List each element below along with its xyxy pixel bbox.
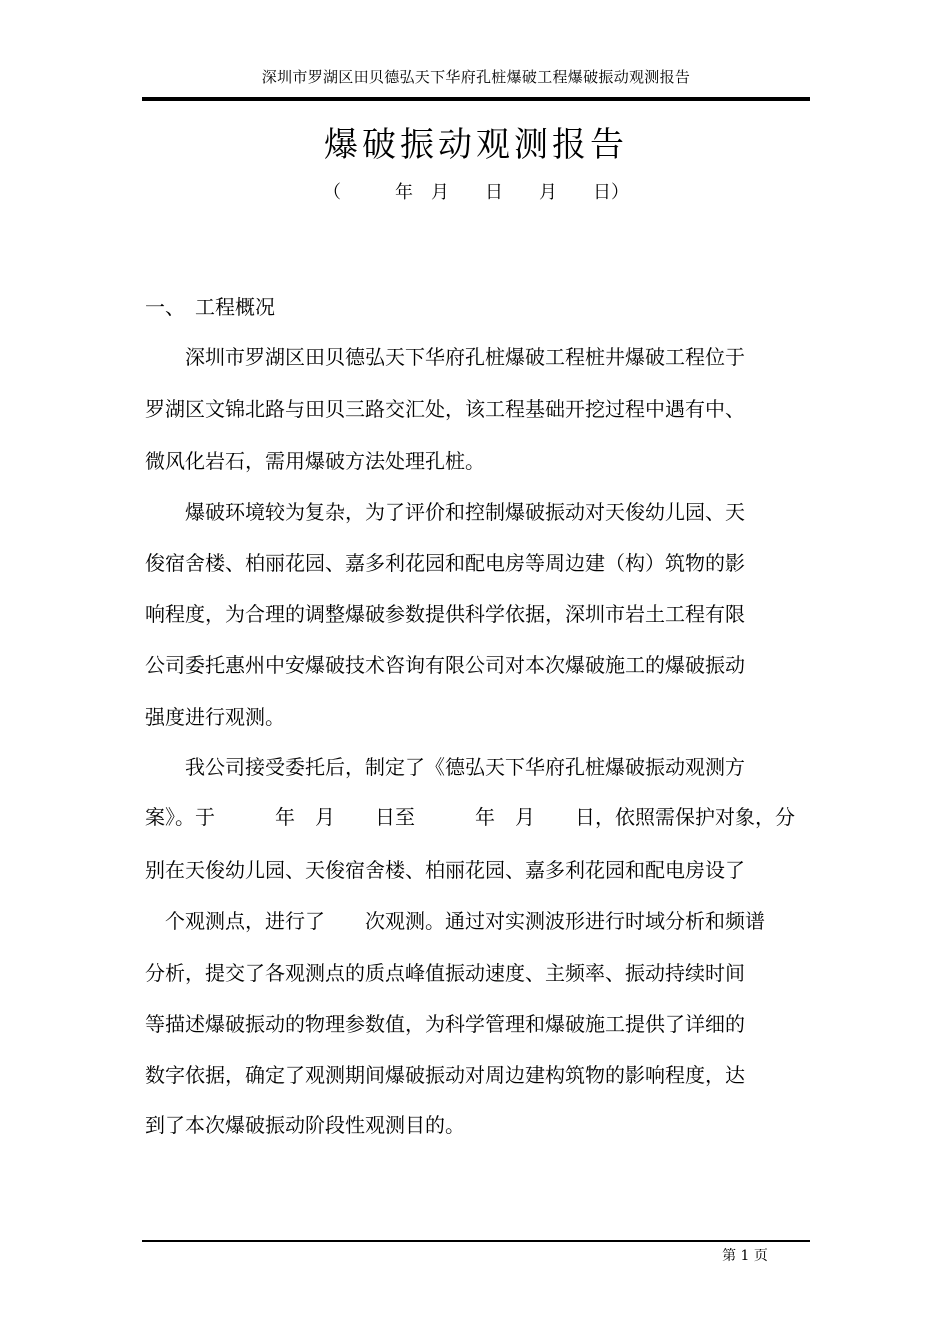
- paragraph-1-line-3: 微风化岩石，需用爆破方法处理孔桩。: [145, 449, 485, 473]
- paragraph-2-line-5: 强度进行观测。: [145, 705, 285, 729]
- document-title: 爆破振动观测报告: [324, 125, 628, 165]
- paragraph-3-line-4: 个观测点，进行了 次观测。通过对实测波形进行时域分析和频谱: [145, 909, 765, 933]
- paragraph-1-line-1: 深圳市罗湖区田贝德弘天下华府孔桩爆破工程桩井爆破工程位于: [145, 345, 745, 369]
- header-divider: [142, 97, 810, 101]
- paragraph-3-line-6: 等描述爆破振动的物理参数值，为科学管理和爆破施工提供了详细的: [145, 1012, 745, 1036]
- paragraph-3-line-1: 我公司接受委托后，制定了《德弘天下华府孔桩爆破振动观测方: [145, 755, 745, 779]
- paragraph-2-line-3: 响程度，为合理的调整爆破参数提供科学依据，深圳市岩土工程有限: [145, 602, 745, 626]
- paragraph-3-line-5: 分析，提交了各观测点的质点峰值振动速度、主频率、振动持续时间: [145, 961, 745, 985]
- page-number: 第 1 页: [722, 1248, 768, 1264]
- paragraph-3-line-8: 到了本次爆破振动阶段性观测目的。: [145, 1113, 465, 1137]
- footer-divider: [142, 1240, 810, 1242]
- paragraph-1-line-2: 罗湖区文锦北路与田贝三路交汇处，该工程基础开挖过程中遇有中、: [145, 397, 745, 421]
- running-header: 深圳市罗湖区田贝德弘天下华府孔桩爆破工程爆破振动观测报告: [261, 68, 691, 86]
- paragraph-3-line-7: 数字依据，确定了观测期间爆破振动对周边建构筑物的影响程度，达: [145, 1063, 745, 1087]
- report-date-range: （ 年 月 日 月 日）: [323, 182, 629, 203]
- section-heading: 一、 工程概况: [145, 295, 275, 319]
- paragraph-3-line-3: 别在天俊幼儿园、天俊宿舍楼、柏丽花园、嘉多利花园和配电房设了: [145, 858, 745, 882]
- paragraph-2-line-4: 公司委托惠州中安爆破技术咨询有限公司对本次爆破施工的爆破振动: [145, 653, 745, 677]
- paragraph-2-line-1: 爆破环境较为复杂，为了评价和控制爆破振动对天俊幼儿园、天: [145, 500, 745, 524]
- paragraph-2-line-2: 俊宿舍楼、柏丽花园、嘉多利花园和配电房等周边建（构）筑物的影: [145, 551, 745, 575]
- paragraph-3-line-2: 案》。于 年 月 日至 年 月 日，依照需保护对象，分: [145, 805, 795, 829]
